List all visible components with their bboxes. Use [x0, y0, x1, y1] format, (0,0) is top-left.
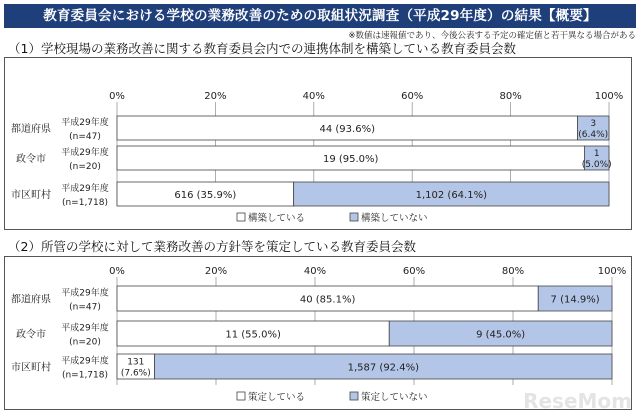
data-label: (5.0%)	[581, 160, 612, 170]
n-label: (n=1,718)	[61, 198, 109, 208]
x-tick-label: 20%	[204, 266, 228, 277]
data-label: 131	[127, 357, 145, 368]
data-label: 1,102 (64.1%)	[415, 190, 488, 201]
category-label: 政令市	[16, 154, 46, 165]
x-tick-label: 40%	[302, 91, 325, 102]
chart1-panel	[4, 57, 632, 230]
n-label: (n=1,718)	[61, 370, 109, 381]
data-label: 9 (45.0%)	[476, 329, 526, 341]
x-tick-label: 80%	[499, 91, 522, 102]
x-tick-label: 0%	[109, 266, 125, 277]
category-label: 市区町村	[11, 190, 51, 201]
category-label: 都道府県	[11, 124, 51, 135]
year-label: 平成29年度	[61, 184, 109, 194]
year-label: 平成29年度	[61, 288, 109, 299]
data-label: 616 (35.9%)	[174, 190, 237, 201]
legend-label: 策定している	[248, 392, 306, 403]
chart1-svg	[5, 58, 631, 229]
legend-swatch	[350, 392, 358, 400]
year-label: 平成29年度	[61, 118, 109, 128]
n-label: (n=47)	[69, 132, 101, 142]
x-tick-label: 60%	[401, 91, 424, 102]
watermark-logo: ReseMom	[523, 389, 632, 413]
data-note: ※数値は速報値であり、今後公表する予定の確定値と若干異なる場合がある	[348, 31, 636, 41]
n-label: (n=47)	[69, 302, 101, 313]
x-tick-label: 100%	[597, 266, 627, 277]
category-label: 都道府県	[11, 294, 51, 306]
legend-label: 策定していない	[361, 392, 428, 403]
year-label: 平成29年度	[61, 148, 109, 158]
legend-label: 構築していない	[361, 213, 428, 224]
x-tick-label: 100%	[594, 91, 624, 102]
chart1-title: （1）学校現場の業務改善に関する教育委員会内での連携体制を構築している教育委員会数	[8, 41, 516, 56]
data-label: 3	[590, 119, 597, 129]
data-label: 11 (55.0%)	[225, 329, 281, 341]
data-label: 44 (93.6%)	[319, 124, 375, 135]
x-tick-label: 40%	[303, 266, 327, 277]
category-label: 政令市	[16, 329, 46, 341]
category-label: 市区町村	[11, 362, 51, 374]
data-label: 1	[593, 149, 600, 159]
legend-swatch	[237, 213, 245, 221]
data-label: 19 (95.0%)	[322, 154, 379, 165]
data-label: (6.4%)	[578, 130, 609, 140]
data-label: (7.6%)	[120, 368, 151, 379]
n-label: (n=20)	[69, 337, 101, 348]
chart2-title: （2）所管の学校に対して業務改善の方針等を策定している教育委員会数	[8, 239, 416, 254]
x-tick-label: 80%	[501, 266, 525, 277]
x-tick-label: 0%	[109, 91, 125, 102]
x-tick-label: 60%	[402, 266, 426, 277]
page-title: 教育委員会における学校の業務改善のための取組状況調査（平成29年度）の結果【概要】	[4, 4, 636, 28]
n-label: (n=20)	[69, 162, 101, 172]
data-label: 7 (14.9%)	[550, 294, 600, 306]
legend-swatch	[237, 392, 245, 400]
x-tick-label: 20%	[204, 91, 227, 102]
year-label: 平成29年度	[61, 323, 109, 334]
legend-swatch	[350, 213, 358, 221]
data-label: 40 (85.1%)	[299, 294, 356, 306]
year-label: 平成29年度	[61, 356, 109, 367]
chart2-panel	[4, 256, 632, 410]
legend-label: 構築している	[248, 213, 306, 224]
data-label: 1,587 (92.4%)	[347, 362, 420, 374]
chart2-svg	[5, 257, 631, 409]
